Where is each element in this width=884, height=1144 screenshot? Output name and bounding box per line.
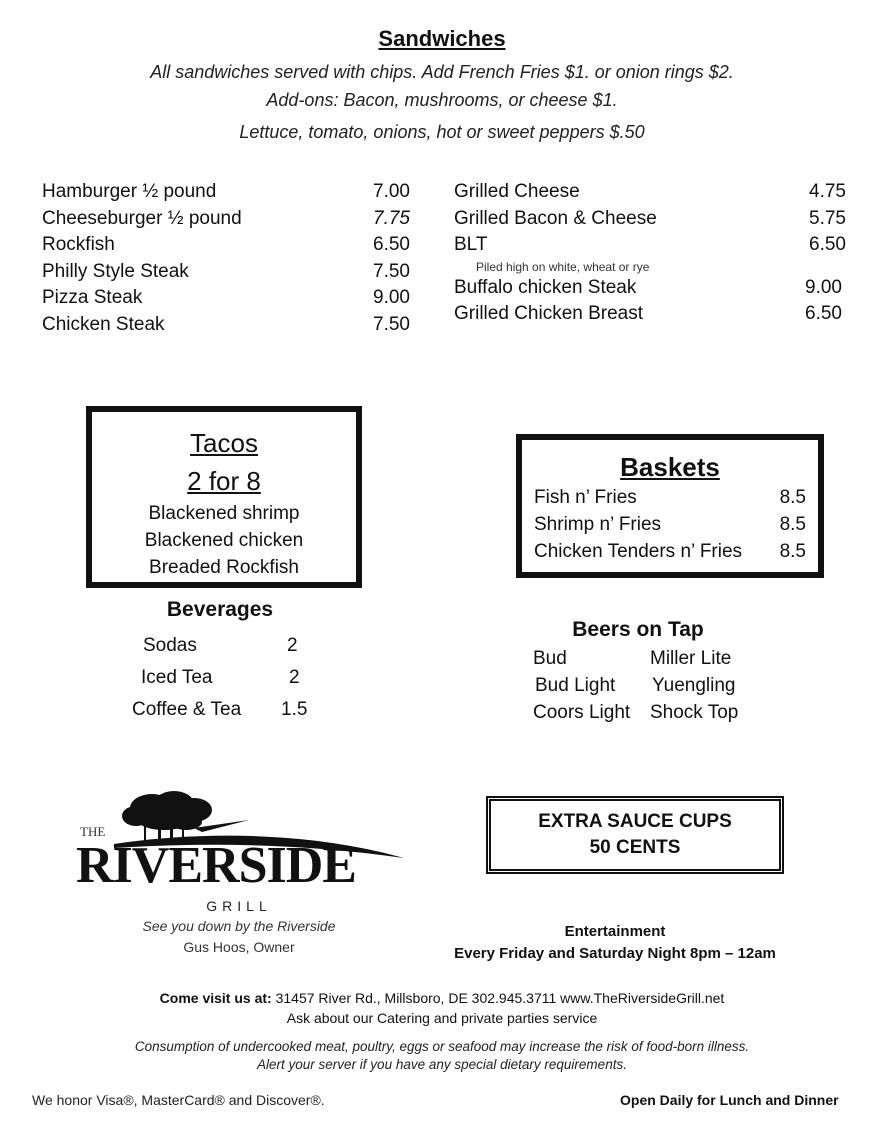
owner-name: Gus Hoos, Owner [183, 939, 295, 955]
blt-note: Piled high on white, wheat or rye [476, 259, 650, 274]
taco-item: Blackened shrimp [148, 503, 300, 524]
hours-note: Open Daily for Lunch and Dinner [620, 1092, 839, 1108]
sandwiches-right-list [454, 179, 846, 328]
taco-item: Blackened chicken [144, 530, 304, 551]
beer-item: Bud Light [535, 675, 616, 696]
beer-item: Yuengling [652, 675, 736, 696]
item-price: 7.75 [373, 207, 410, 229]
beer-item: Coors Light [533, 702, 631, 723]
item-name: Chicken Steak [42, 313, 165, 335]
riverside-logo [74, 786, 404, 916]
beverage-price: 2 [289, 667, 300, 688]
sandwiches-title: Sandwiches [378, 26, 506, 51]
logo-name: RIVERSIDE [76, 837, 356, 894]
item-price: 7.00 [373, 181, 410, 202]
basket-item [522, 538, 818, 565]
beer-item: Miller Lite [650, 648, 732, 669]
item-price: 8.5 [779, 514, 806, 535]
logo-the: THE [80, 824, 106, 839]
taco-item: Breaded Rockfish [149, 557, 299, 578]
item-price: 7.50 [373, 313, 410, 335]
sandwiches-left-list [42, 179, 410, 339]
item-name: Chicken Tenders n’ Fries [534, 541, 743, 562]
entertainment-title: Entertainment [564, 923, 666, 940]
baskets-title: Baskets [620, 452, 720, 482]
item-name: Grilled Chicken Breast [454, 303, 644, 325]
sauce-line1: EXTRA SAUCE CUPS [538, 811, 732, 832]
catering-note: Ask about our Catering and private parties service [286, 1010, 598, 1026]
visit-line [0, 990, 884, 1006]
item-name: Rockfish [42, 234, 115, 256]
beverage-price: 2 [287, 635, 298, 656]
logo-sub: GRILL [206, 898, 272, 914]
food-warning: Consumption of undercooked meat, poultry, eggs or seafood may increase the risk of food-born illness. [134, 1039, 750, 1054]
menu-item [42, 259, 410, 286]
menu-item [42, 312, 410, 339]
baskets-box [516, 434, 824, 578]
sandwiches-note-toppings: Lettuce, tomato, onions, hot or sweet peppers $.50 [239, 122, 645, 142]
item-price: 6.50 [805, 303, 842, 325]
item-name: Hamburger ½ pound [42, 181, 217, 202]
item-price: 5.75 [809, 207, 846, 229]
owner-tagline: See you down by the Riverside [142, 918, 336, 934]
entertainment-schedule: Every Friday and Saturday Night 8pm – 12am [454, 945, 776, 962]
sauce-line2: 50 CENTS [589, 837, 681, 858]
item-name: Grilled Bacon & Cheese [454, 207, 657, 229]
basket-item [522, 484, 818, 511]
item-name: Cheeseburger ½ pound [42, 207, 242, 229]
menu-item [454, 301, 846, 328]
menu-item [42, 232, 410, 259]
item-name: Pizza Steak [42, 287, 143, 309]
item-name: Shrimp n’ Fries [534, 514, 662, 535]
dietary-warning: Alert your server if you have any special dietary requirements. [257, 1057, 627, 1072]
beer-item: Bud [533, 648, 567, 669]
item-name: BLT [454, 234, 488, 256]
menu-item [454, 179, 846, 206]
item-name: Buffalo chicken Steak [454, 276, 637, 298]
item-name: Philly Style Steak [42, 260, 189, 282]
tacos-title: Tacos [190, 428, 258, 458]
menu-item [42, 179, 410, 206]
beverage-name: Sodas [143, 635, 197, 656]
basket-item [522, 511, 818, 538]
menu-item [454, 206, 846, 233]
item-price: 8.5 [779, 487, 806, 508]
item-name: Grilled Cheese [454, 181, 580, 202]
item-price: 7.50 [373, 260, 410, 282]
visit-info: 31457 River Rd., Millsboro, DE 302.945.3711 www.TheRiversideGrill.net [271, 990, 725, 1006]
item-price: 9.00 [805, 276, 842, 298]
item-price: 9.00 [373, 287, 410, 309]
item-price: 6.50 [809, 234, 846, 256]
item-price: 6.50 [373, 234, 410, 256]
visit-label: Come visit us at: [159, 990, 272, 1006]
cards-accepted: We honor Visa®, MasterCard® and Discover®. [32, 1092, 325, 1108]
item-price: 8.5 [779, 541, 806, 562]
tacos-box [86, 406, 362, 588]
sauce-box [486, 796, 784, 874]
beer-item: Shock Top [650, 702, 739, 723]
item-price: 4.75 [809, 181, 846, 202]
beverages-title: Beverages [166, 598, 274, 621]
sandwiches-note-sides: All sandwiches served with chips. Add French Fries $1. or onion rings $2. [150, 62, 734, 82]
beverage-name: Coffee & Tea [132, 699, 242, 720]
menu-item [42, 285, 410, 312]
sandwiches-note-addons: Add-ons: Bacon, mushrooms, or cheese $1. [266, 90, 618, 110]
menu-item [42, 206, 410, 233]
beverage-price: 1.5 [281, 699, 308, 720]
beers-title: Beers on Tap [572, 618, 704, 641]
tacos-deal: 2 for 8 [187, 466, 261, 496]
item-name: Fish n’ Fries [534, 487, 637, 508]
beverage-name: Iced Tea [141, 667, 213, 688]
menu-item [454, 232, 846, 259]
menu-item [454, 275, 846, 302]
